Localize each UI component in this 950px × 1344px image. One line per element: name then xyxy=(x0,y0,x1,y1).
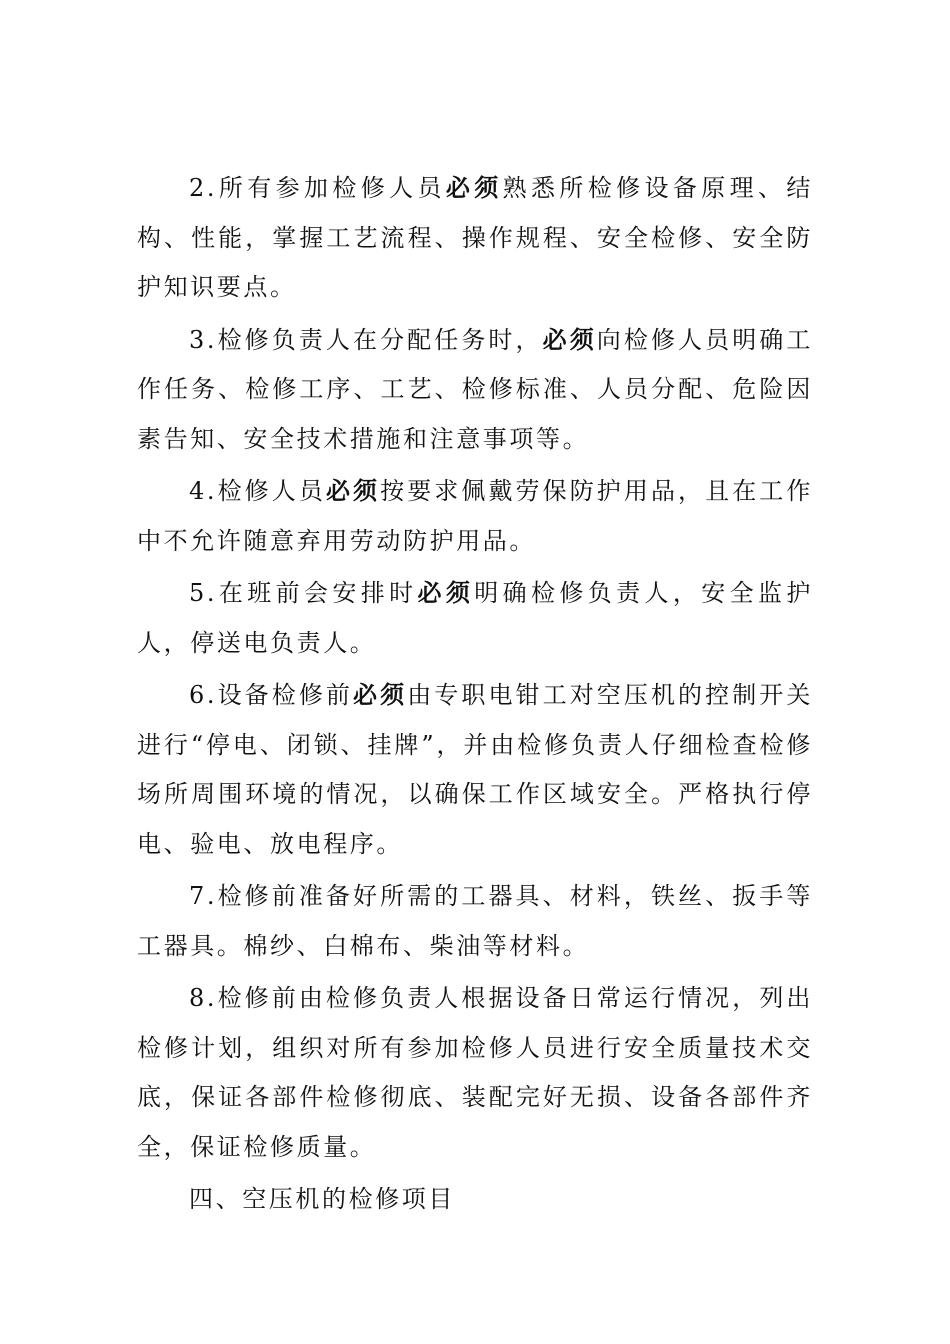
paragraph-text: 8.检修前由检修负责人根据设备日常运行情况，列出检修计划，组织对所有参加检修人员进行安全质量技术交底，保证各部件检修彻底、装配完好无损、设备各部件齐全，保证检修质量。 xyxy=(137,984,813,1161)
document-page xyxy=(137,164,813,1228)
paragraph-text: 5.在班前会安排时 xyxy=(189,579,418,607)
paragraph-text: 4.检修人员 xyxy=(189,477,326,505)
paragraph-text: 6.设备检修前 xyxy=(189,681,354,709)
emphasis-text: 必须 xyxy=(417,579,475,607)
section-heading: 四、空压机的检修项目 xyxy=(189,1185,455,1213)
paragraph-text: 熟悉所检修设备原理、结构、性能，掌握工艺流程、操作规程、安全检修、安全防护知识要点。 xyxy=(137,174,814,301)
emphasis-text: 必须 xyxy=(325,477,381,505)
paragraph-7 xyxy=(137,872,813,971)
paragraph-text: 7.检修前准备好所需的工器具、材料，铁丝、扳手等工器具。棉纱、白棉布、柴油等材料。 xyxy=(137,882,813,960)
emphasis-text: 必须 xyxy=(445,174,503,202)
paragraph-8 xyxy=(137,974,813,1172)
emphasis-text: 必须 xyxy=(542,325,597,354)
paragraph-text: 向检修人员明确工作任务、检修工序、工艺、检修标准、人员分配、危险因素告知、安全技术措施和注意事项等。 xyxy=(137,325,813,453)
paragraph-text: 由专职电钳工对空压机的控制开关进行“停电、闭锁、挂牌”，并由检修负责人仔细检查检修场所周围环境的情况，以确保工作区域安全。严格执行停电、验电、放电程序。 xyxy=(137,681,813,858)
paragraph-4 xyxy=(137,467,813,566)
paragraph-text: 2.所有参加检修人员 xyxy=(189,174,446,202)
paragraph-5 xyxy=(137,569,813,668)
emphasis-text: 必须 xyxy=(353,681,408,709)
paragraph-text: 明确检修负责人，安全监护人，停送电负责人。 xyxy=(137,579,814,657)
paragraph-text: 按要求佩戴劳保防护用品，且在工作中不允许随意弃用劳动防护用品。 xyxy=(137,477,813,555)
paragraph-text: 3.检修负责人在分配任务时， xyxy=(189,325,543,354)
paragraph-6 xyxy=(137,671,813,869)
paragraph-2 xyxy=(137,164,813,313)
paragraph-3 xyxy=(137,316,813,465)
